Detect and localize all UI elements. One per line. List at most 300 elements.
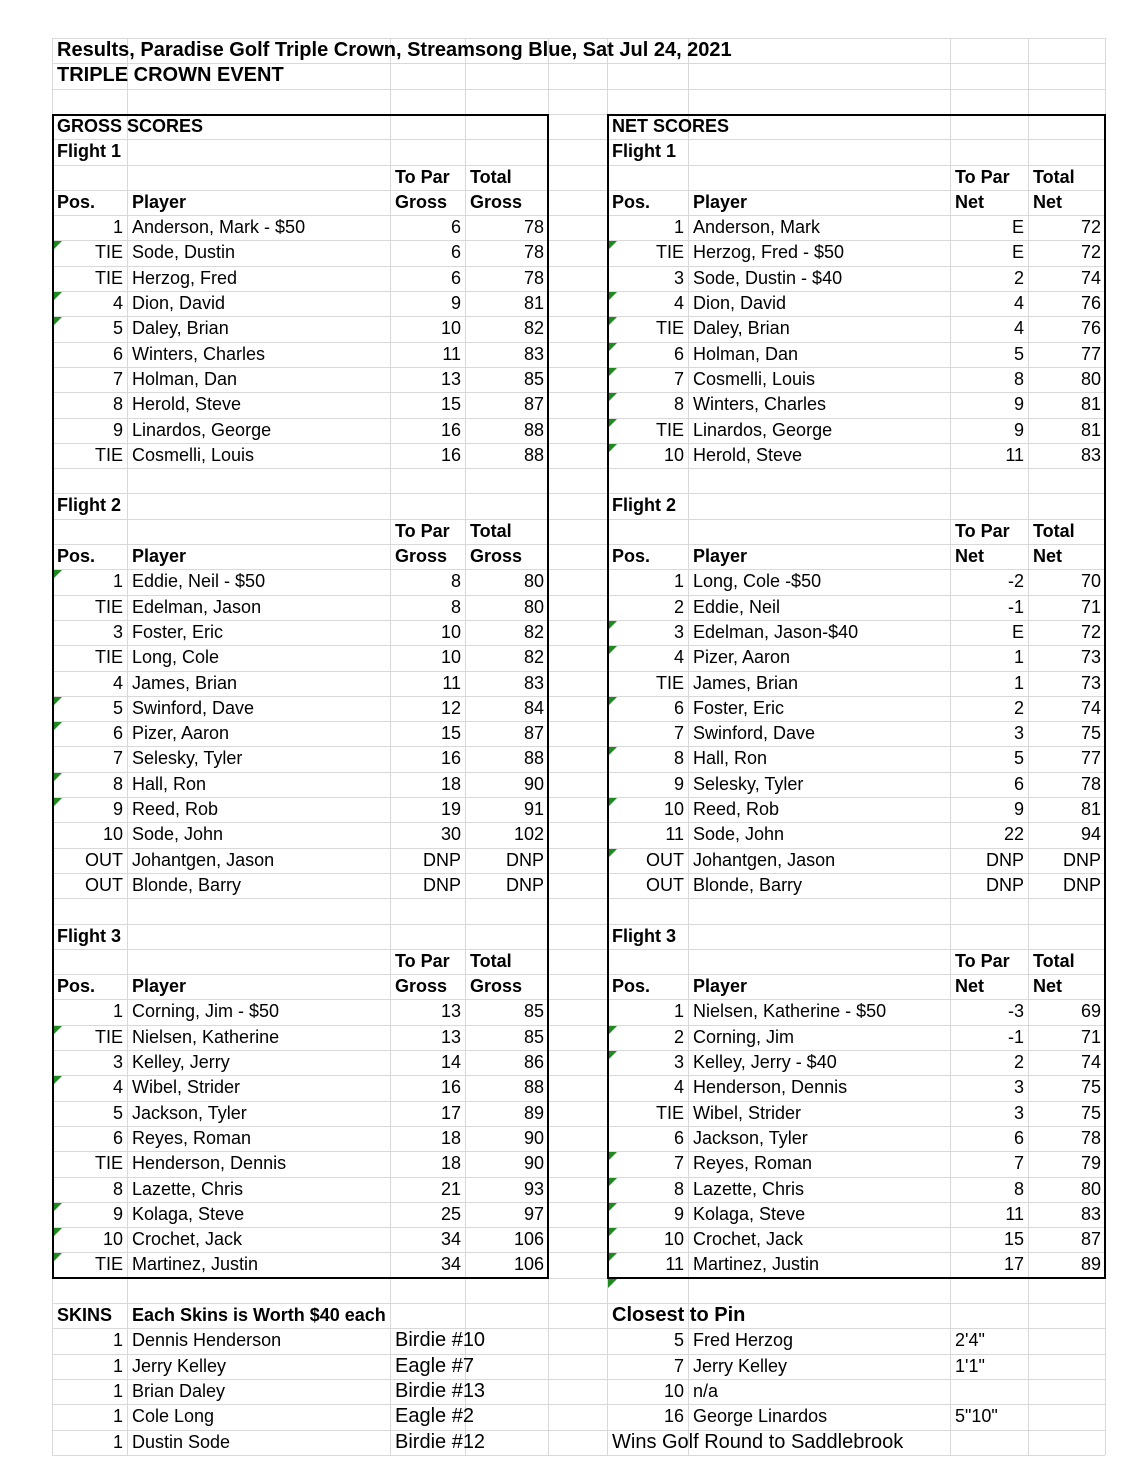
player-cell: Henderson, Dennis — [693, 1077, 848, 1098]
player-cell: Herold, Steve — [132, 394, 242, 415]
player-cell: Eddie, Neil — [693, 596, 781, 617]
ctp-distance: 1'1" — [955, 1355, 985, 1376]
comment-marker-icon — [53, 1253, 62, 1262]
comment-marker-icon — [608, 1253, 617, 1262]
player-cell: Kelley, Jerry - $40 — [693, 1052, 837, 1072]
skins-count: 1 — [112, 1355, 123, 1376]
flight-title: Flight 3 — [612, 925, 676, 946]
header-total: Total — [1033, 166, 1075, 187]
grid-line — [52, 519, 1105, 520]
comment-marker-icon — [608, 1228, 617, 1237]
total-cell: 72 — [1080, 621, 1101, 642]
skins-title: Each Skins is Worth $40 each — [132, 1305, 386, 1325]
ctp-hole: 16 — [663, 1406, 684, 1427]
topar-cell: 8 — [1013, 1178, 1024, 1199]
ctp-player: Jerry Kelley — [693, 1355, 788, 1376]
player-cell: Henderson, Dennis — [132, 1153, 287, 1174]
header-total-sub: Gross — [470, 191, 523, 212]
player-cell: James, Brian — [132, 672, 238, 693]
player-cell: Blonde, Barry — [693, 874, 803, 895]
topar-cell: 11 — [1005, 1203, 1024, 1224]
position-cell: 1 — [112, 1001, 123, 1022]
total-cell: 70 — [1080, 571, 1101, 592]
position-cell: 11 — [665, 824, 684, 845]
player-cell: Johantgen, Jason — [132, 849, 275, 870]
topar-cell: 16 — [440, 444, 461, 465]
topar-cell: 8 — [450, 596, 461, 617]
position-cell: 7 — [112, 368, 123, 389]
total-cell: 74 — [1080, 697, 1101, 718]
player-cell: Hall, Ron — [693, 748, 768, 769]
skins-hole: Birdie #12 — [395, 1430, 486, 1453]
topar-cell: 16 — [440, 419, 461, 440]
player-cell: Anderson, Mark - $50 — [132, 217, 306, 238]
total-cell: 80 — [1080, 1178, 1101, 1199]
player-cell: Winters, Charles — [132, 343, 266, 364]
comment-marker-icon — [53, 697, 62, 706]
player-cell: Daley, Brian — [132, 318, 229, 339]
total-cell: DNP — [1062, 849, 1101, 870]
flight-title: Flight 2 — [57, 495, 121, 516]
position-cell: 9 — [673, 1203, 684, 1224]
topar-cell: 21 — [440, 1178, 461, 1199]
total-cell: 97 — [523, 1203, 544, 1224]
player-cell: Selesky, Tyler — [132, 748, 243, 769]
topar-cell: DNP — [422, 874, 461, 895]
total-cell: 88 — [523, 419, 544, 440]
skins-count: 1 — [112, 1330, 123, 1351]
player-cell: Crochet, Jack — [132, 1229, 243, 1250]
topar-cell: 8 — [450, 571, 461, 592]
header-topar-sub: Net — [955, 976, 985, 997]
total-cell: 90 — [523, 1153, 544, 1174]
comment-marker-icon — [608, 621, 617, 630]
total-cell: 82 — [523, 647, 544, 668]
topar-cell: 2 — [1013, 267, 1024, 288]
position-cell: 4 — [112, 672, 123, 693]
total-cell: 76 — [1080, 293, 1101, 313]
flight-title: Flight 1 — [612, 141, 676, 162]
total-cell: 78 — [1080, 1127, 1101, 1148]
comment-marker-icon — [53, 1026, 62, 1035]
skins-count: 1 — [112, 1406, 123, 1427]
total-cell: 82 — [523, 621, 544, 642]
position-cell: 3 — [673, 267, 684, 288]
comment-marker-icon — [608, 241, 617, 250]
grid-line — [1105, 38, 1106, 1455]
header-topar: To Par — [395, 166, 450, 187]
page-title: Results, Paradise Golf Triple Crown, Streamsong Blue, Sat Jul 24, 2021 — [57, 39, 732, 61]
topar-cell: 10 — [440, 647, 461, 668]
topar-cell: 10 — [440, 621, 461, 642]
topar-cell: 34 — [440, 1229, 461, 1250]
total-cell: 106 — [513, 1229, 544, 1250]
topar-cell: 2 — [1013, 697, 1024, 718]
topar-cell: 15 — [440, 394, 461, 415]
topar-cell: 7 — [1013, 1153, 1024, 1174]
position-cell: 5 — [112, 318, 123, 339]
player-cell: Jackson, Tyler — [693, 1127, 808, 1148]
comment-marker-icon — [608, 1152, 617, 1161]
skins-player: Cole Long — [132, 1406, 215, 1427]
total-cell: 72 — [1080, 217, 1101, 238]
topar-cell: 3 — [1013, 1102, 1024, 1123]
total-cell: 88 — [523, 748, 544, 769]
topar-cell: 11 — [442, 343, 461, 364]
skins-player: Dennis Henderson — [132, 1330, 282, 1351]
topar-cell: 18 — [440, 773, 461, 794]
position-cell: 4 — [673, 647, 684, 668]
total-cell: 80 — [1080, 368, 1101, 389]
header-player: Player — [132, 191, 187, 212]
comment-marker-icon — [608, 444, 617, 453]
player-cell: Kolaga, Steve — [693, 1203, 806, 1224]
topar-cell: 9 — [450, 293, 461, 313]
header-topar-sub: Net — [955, 546, 985, 566]
header-pos: Pos. — [612, 191, 651, 212]
position-cell: OUT — [85, 874, 123, 895]
player-cell: Herzog, Fred - $50 — [693, 242, 845, 263]
position-cell: TIE — [94, 1153, 123, 1174]
total-cell: 106 — [513, 1254, 544, 1275]
player-cell: Lazette, Chris — [693, 1178, 805, 1199]
total-cell: 88 — [523, 444, 544, 465]
comment-marker-icon — [608, 646, 617, 655]
header-total: Total — [1033, 950, 1075, 971]
grid-line — [52, 949, 1105, 950]
player-cell: Pizer, Aaron — [132, 723, 230, 744]
player-cell: Eddie, Neil - $50 — [132, 571, 266, 592]
net-section-title: NET SCORES — [612, 115, 730, 136]
topar-cell: 2 — [1013, 1052, 1024, 1072]
topar-cell: -3 — [1007, 1001, 1024, 1022]
skins-hole: Eagle #2 — [395, 1405, 474, 1428]
header-topar-sub: Net — [955, 191, 985, 212]
total-cell: 83 — [1080, 444, 1101, 465]
ctp-title: Closest to Pin — [612, 1304, 746, 1326]
total-cell: 87 — [523, 394, 544, 415]
topar-cell: 13 — [440, 1001, 461, 1022]
comment-marker-icon — [608, 317, 617, 326]
skins-player: Brian Daley — [132, 1380, 226, 1401]
header-pos: Pos. — [57, 976, 96, 997]
total-cell: 72 — [1080, 242, 1101, 263]
total-cell: 85 — [523, 1026, 544, 1047]
event-subtitle: TRIPLE CROWN EVENT — [57, 64, 284, 87]
topar-cell: 15 — [440, 723, 461, 744]
player-cell: Reyes, Roman — [132, 1127, 252, 1148]
position-cell: 4 — [112, 1077, 123, 1098]
topar-cell: 6 — [1013, 1127, 1024, 1148]
comment-marker-icon — [53, 570, 62, 579]
player-cell: Anderson, Mark — [693, 217, 821, 238]
ctp-distance: 2'4" — [955, 1330, 985, 1351]
header-topar: To Par — [955, 950, 1010, 971]
comment-marker-icon — [608, 1026, 617, 1035]
header-topar-sub: Gross — [395, 191, 448, 212]
total-cell: 87 — [1080, 1229, 1101, 1250]
topar-cell: 3 — [1013, 723, 1024, 744]
topar-cell: 17 — [440, 1102, 461, 1123]
player-cell: Corning, Jim — [693, 1026, 795, 1047]
total-cell: 75 — [1080, 1102, 1101, 1123]
skins-player: Dustin Sode — [132, 1431, 231, 1452]
header-topar: To Par — [955, 166, 1010, 187]
player-cell: Linardos, George — [132, 419, 272, 440]
total-cell: 77 — [1080, 343, 1101, 364]
ctp-player: n/a — [693, 1380, 719, 1401]
position-cell: 7 — [673, 368, 684, 389]
topar-cell: 19 — [440, 799, 461, 819]
total-cell: 94 — [1080, 824, 1101, 845]
player-cell: Wibel, Strider — [132, 1077, 241, 1098]
position-cell: TIE — [94, 1254, 123, 1275]
header-total-sub: Gross — [470, 546, 523, 566]
topar-cell: 18 — [440, 1127, 461, 1148]
topar-cell: 13 — [440, 368, 461, 389]
player-cell: Long, Cole -$50 — [693, 571, 822, 592]
position-cell: 10 — [663, 444, 684, 465]
header-player: Player — [693, 546, 748, 566]
player-cell: Winters, Charles — [693, 394, 827, 415]
topar-cell: E — [1011, 621, 1024, 642]
comment-marker-icon — [608, 1178, 617, 1187]
ctp-hole: 5 — [673, 1330, 684, 1351]
comment-marker-icon — [53, 773, 62, 782]
position-cell: 1 — [112, 571, 123, 592]
topar-cell: 16 — [440, 748, 461, 769]
comment-marker-icon — [608, 1279, 617, 1288]
comment-marker-icon — [53, 798, 62, 807]
total-cell: 74 — [1080, 267, 1101, 288]
header-topar-sub: Gross — [395, 976, 448, 997]
player-cell: Edelman, Jason-$40 — [693, 621, 859, 642]
player-cell: Hall, Ron — [132, 773, 207, 794]
grid-line — [52, 1455, 1105, 1456]
comment-marker-icon — [53, 241, 62, 250]
topar-cell: 6 — [450, 242, 461, 263]
position-cell: OUT — [646, 849, 684, 870]
header-pos: Pos. — [612, 976, 651, 997]
player-cell: Sode, John — [693, 824, 785, 845]
topar-cell: 22 — [1003, 824, 1024, 845]
topar-cell: 4 — [1013, 318, 1024, 339]
ctp-distance — [950, 1379, 1105, 1404]
skins-hole: Birdie #10 — [395, 1329, 486, 1352]
total-cell: 89 — [523, 1102, 544, 1123]
player-cell: Reed, Rob — [693, 799, 780, 819]
topar-cell: 14 — [440, 1052, 461, 1072]
position-cell: 3 — [112, 621, 123, 642]
total-cell: 79 — [1080, 1153, 1101, 1174]
grid-line — [52, 165, 1105, 166]
comment-marker-icon — [53, 1203, 62, 1212]
header-player: Player — [132, 546, 187, 566]
position-cell: OUT — [85, 849, 123, 870]
player-cell: Dion, David — [693, 293, 787, 313]
position-cell: 3 — [112, 1052, 123, 1072]
player-cell: Martinez, Justin — [132, 1254, 259, 1275]
position-cell: TIE — [94, 444, 123, 465]
header-player: Player — [693, 191, 748, 212]
position-cell: 3 — [673, 621, 684, 642]
position-cell: 6 — [112, 723, 123, 744]
position-cell: 4 — [112, 293, 123, 313]
position-cell: 2 — [673, 1026, 684, 1047]
position-cell: OUT — [646, 874, 684, 895]
ctp-distance: 5"10" — [955, 1406, 998, 1427]
skins-count: 1 — [112, 1431, 123, 1452]
comment-marker-icon — [608, 343, 617, 352]
header-total-sub: Net — [1033, 191, 1063, 212]
skins-hole: Birdie #13 — [395, 1379, 486, 1402]
comment-marker-icon — [53, 317, 62, 326]
comment-marker-icon — [608, 697, 617, 706]
flight-title: Flight 3 — [57, 925, 121, 946]
position-cell: 1 — [673, 571, 684, 592]
player-cell: Kelley, Jerry — [132, 1052, 230, 1072]
topar-cell: DNP — [985, 849, 1024, 870]
player-cell: Swinford, Dave — [693, 723, 816, 744]
player-cell: Holman, Dan — [693, 343, 799, 364]
topar-cell: 12 — [440, 697, 461, 718]
position-cell: TIE — [94, 1026, 123, 1047]
position-cell: 2 — [673, 596, 684, 617]
player-cell: Foster, Eric — [132, 621, 224, 642]
comment-marker-icon — [608, 368, 617, 377]
player-cell: Martinez, Justin — [693, 1254, 820, 1275]
grid-line — [52, 1278, 1105, 1279]
position-cell: 6 — [112, 1127, 123, 1148]
position-cell: 6 — [673, 1127, 684, 1148]
total-cell: 73 — [1080, 647, 1101, 668]
total-cell: 81 — [1080, 799, 1101, 819]
position-cell: 8 — [673, 394, 684, 415]
position-cell: 8 — [673, 1178, 684, 1199]
total-cell: 83 — [1080, 1203, 1101, 1224]
skins-player: Jerry Kelley — [132, 1355, 227, 1376]
comment-marker-icon — [53, 292, 62, 301]
topar-cell: 8 — [1013, 368, 1024, 389]
topar-cell: -2 — [1007, 571, 1024, 592]
total-cell: 84 — [523, 697, 544, 718]
position-cell: TIE — [94, 242, 123, 263]
header-pos: Pos. — [57, 191, 96, 212]
total-cell: 82 — [523, 318, 544, 339]
player-cell: Long, Cole — [132, 647, 220, 668]
player-cell: Reyes, Roman — [693, 1153, 813, 1174]
header-player: Player — [693, 976, 748, 997]
total-cell: DNP — [505, 874, 544, 895]
player-cell: Edelman, Jason — [132, 596, 262, 617]
position-cell: 8 — [112, 1178, 123, 1199]
total-cell: 75 — [1080, 723, 1101, 744]
total-cell: 71 — [1080, 596, 1101, 617]
total-cell: 102 — [513, 824, 544, 845]
total-cell: DNP — [1062, 874, 1101, 895]
header-total-sub: Net — [1033, 976, 1063, 997]
total-cell: 81 — [1080, 419, 1101, 440]
topar-cell: 9 — [1013, 394, 1024, 415]
header-topar: To Par — [395, 520, 450, 541]
total-cell: 83 — [523, 343, 544, 364]
topar-cell: E — [1011, 217, 1024, 238]
topar-cell: 3 — [1013, 1077, 1024, 1098]
position-cell: TIE — [655, 318, 684, 339]
player-cell: Wibel, Strider — [693, 1102, 802, 1123]
position-cell: TIE — [94, 647, 123, 668]
total-cell: 81 — [1080, 394, 1101, 415]
total-cell: 88 — [523, 1077, 544, 1098]
player-cell: Blonde, Barry — [132, 874, 242, 895]
position-cell: 6 — [673, 343, 684, 364]
comment-marker-icon — [608, 1051, 617, 1060]
position-cell: 5 — [112, 1102, 123, 1123]
position-cell: 9 — [112, 799, 123, 819]
position-cell: 6 — [112, 343, 123, 364]
header-topar: To Par — [395, 950, 450, 971]
player-cell: Nielsen, Katherine — [132, 1026, 280, 1047]
position-cell: 5 — [112, 697, 123, 718]
player-cell: Reed, Rob — [132, 799, 219, 819]
comment-marker-icon — [608, 798, 617, 807]
topar-cell: 5 — [1013, 748, 1024, 769]
skins-hole: Eagle #7 — [395, 1354, 474, 1377]
header-total: Total — [470, 950, 512, 971]
total-cell: 78 — [523, 217, 544, 238]
grid-line — [52, 468, 1105, 469]
grid-line — [52, 89, 1105, 90]
topar-cell: 9 — [1013, 419, 1024, 440]
position-cell: 1 — [673, 217, 684, 238]
position-cell: 4 — [673, 293, 684, 313]
position-cell: 1 — [112, 217, 123, 238]
topar-cell: -1 — [1007, 1026, 1024, 1047]
topar-cell: DNP — [985, 874, 1024, 895]
position-cell: 10 — [663, 1229, 684, 1250]
position-cell: TIE — [655, 419, 684, 440]
ctp-footer: Wins Golf Round to Saddlebrook — [612, 1430, 904, 1453]
player-cell: Holman, Dan — [132, 368, 238, 389]
player-cell: Nielsen, Katherine - $50 — [693, 1001, 887, 1022]
position-cell: TIE — [655, 672, 684, 693]
header-total-sub: Net — [1033, 546, 1063, 566]
total-cell: 91 — [523, 799, 544, 819]
player-cell: Herold, Steve — [693, 444, 803, 465]
topar-cell: 6 — [1013, 773, 1024, 794]
player-cell: Pizer, Aaron — [693, 647, 791, 668]
grid-line — [52, 898, 1105, 899]
position-cell: TIE — [655, 242, 684, 263]
total-cell: 81 — [523, 293, 544, 313]
comment-marker-icon — [608, 393, 617, 402]
flight-title: Flight 1 — [57, 141, 121, 162]
comment-marker-icon — [608, 849, 617, 858]
header-total: Total — [470, 520, 512, 541]
position-cell: 10 — [102, 1229, 123, 1250]
header-player: Player — [132, 976, 187, 997]
player-cell: Sode, Dustin — [132, 242, 236, 263]
header-pos: Pos. — [57, 546, 96, 566]
header-pos: Pos. — [612, 546, 651, 566]
total-cell: 80 — [523, 596, 544, 617]
comment-marker-icon — [608, 419, 617, 428]
player-cell: James, Brian — [693, 672, 799, 693]
player-cell: Daley, Brian — [693, 318, 790, 339]
player-cell: Cosmelli, Louis — [132, 444, 255, 465]
comment-marker-icon — [53, 1076, 62, 1085]
comment-marker-icon — [53, 1228, 62, 1237]
